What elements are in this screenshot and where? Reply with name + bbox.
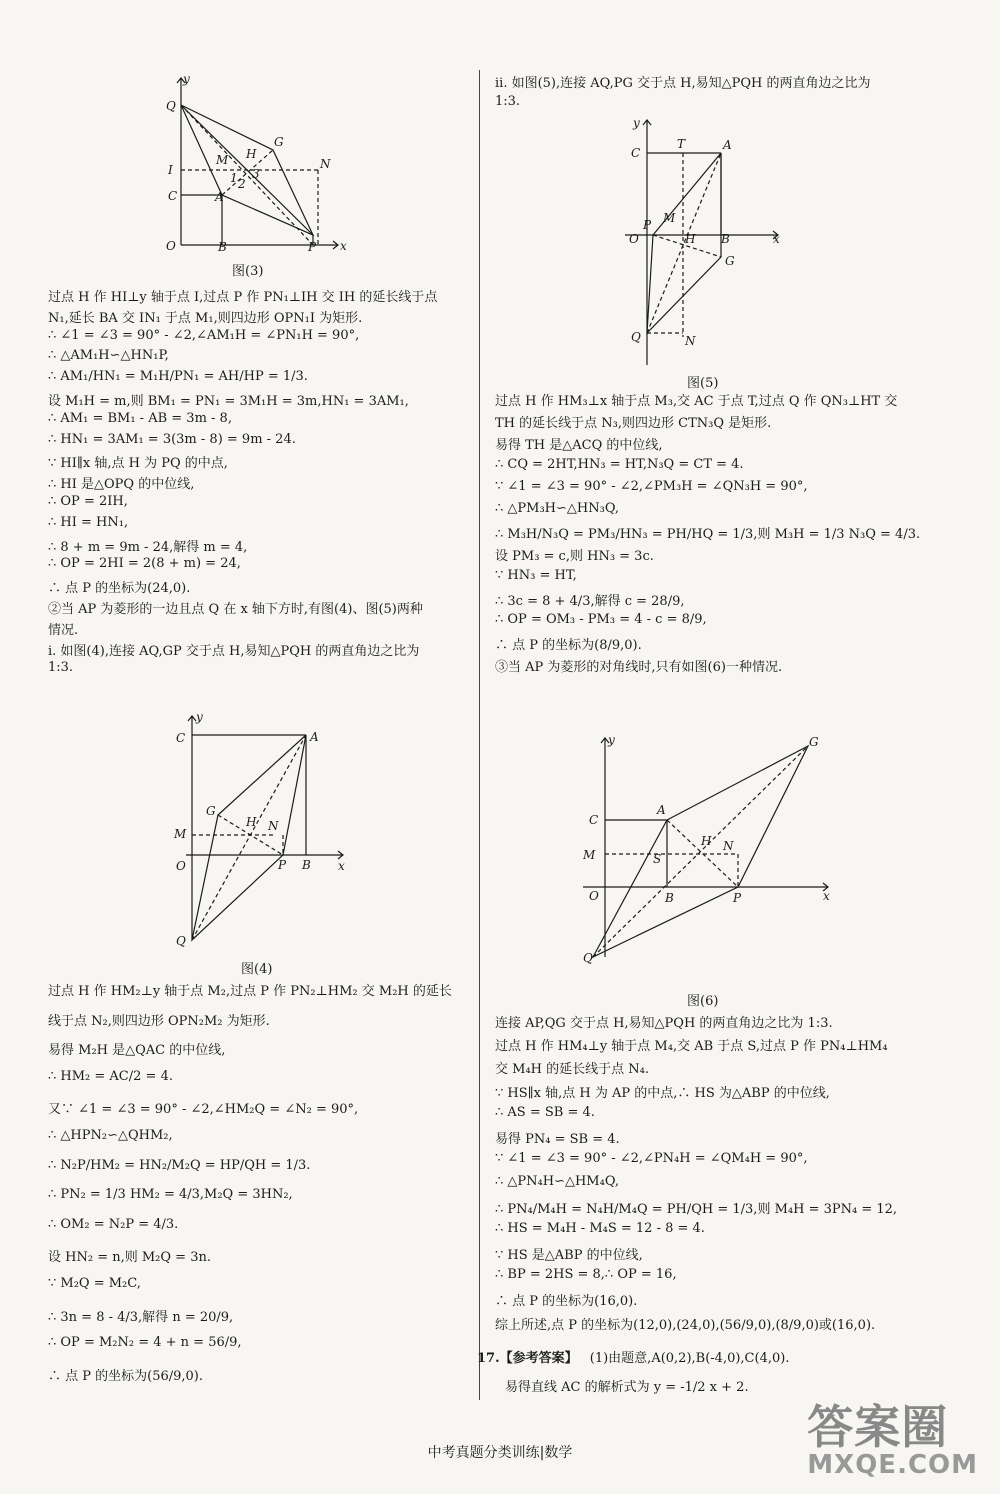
text-line: ∴ PN₂ = 1/3 HM₂ = 4/3,M₂Q = 3HN₂, (48, 1187, 293, 1203)
svg-text:A: A (723, 138, 732, 152)
svg-text:O: O (166, 239, 176, 253)
text-line: ②当 AP 为菱形的一边且点 Q 在 x 轴下方时,有图(4)、图(5)两种 (48, 602, 423, 617)
svg-text:P: P (278, 858, 287, 872)
text-line: 易得 M₂H 是△QAC 的中位线, (48, 1043, 226, 1059)
text-line: ∴ 3n = 8 - 4/3,解得 n = 20/9, (48, 1309, 234, 1325)
text-line: ∴ OP = 2IH, (48, 494, 128, 509)
text-line: ∵ HS∥x 轴,点 H 为 AP 的中点,∴ HS 为△ABP 的中位线, (495, 1085, 830, 1101)
figure-4 (168, 710, 403, 950)
svg-text:P: P (643, 218, 652, 232)
svg-text:G: G (206, 804, 216, 818)
text-line: N₁,延长 BA 交 IN₁ 于点 M₁,则四边形 OPN₁I 为矩形. (48, 310, 363, 326)
svg-text:C: C (176, 731, 186, 745)
svg-text:H: H (701, 834, 712, 848)
figure-3-caption: 图(3) (232, 264, 264, 279)
text-line: 过点 H 作 HI⊥y 轴于点 I,过点 P 作 PN₁⊥IH 交 IH 的延长线于点 (48, 290, 438, 305)
column-divider (479, 70, 480, 1400)
svg-text:O: O (629, 232, 639, 246)
text-line: 线于点 N₂,则四边形 OPN₂M₂ 为矩形. (48, 1013, 270, 1029)
text-line: ∵ M₂Q = M₂C, (48, 1276, 141, 1291)
svg-text:N: N (268, 819, 279, 833)
svg-text:S: S (653, 852, 662, 866)
svg-text:H: H (246, 147, 257, 161)
text-line: ∵ HN₃ = HT, (495, 567, 577, 583)
svg-text:G: G (725, 254, 735, 268)
svg-text:A: A (310, 730, 319, 744)
text-line: 过点 H 作 HM₄⊥y 轴于点 M₄,交 AB 于点 S,过点 P 作 PN₄⊥HM₄ (495, 1039, 888, 1055)
svg-text:M: M (663, 211, 676, 225)
figure-4-caption: 图(4) (241, 962, 273, 977)
text-line: ∴ 8 + m = 9m - 24,解得 m = 4, (48, 539, 248, 555)
watermark-top: 答案圈 (807, 1400, 949, 1454)
text-line: ∴ OP = 2HI = 2(8 + m) = 24, (48, 556, 241, 572)
text-line: ii. 如图(5),连接 AQ,PG 交于点 H,易知△PQH 的两直角边之比为 (495, 76, 871, 91)
svg-text:I: I (168, 163, 173, 177)
text-line: 情况. (48, 622, 79, 638)
text-line: ∴ HM₂ = AC/2 = 4. (48, 1068, 173, 1084)
svg-text:y: y (608, 733, 615, 747)
text-line: ∴ △HPN₂∽△QHM₂, (48, 1128, 173, 1143)
text-line: ∴ N₂P/HM₂ = HN₂/M₂Q = HP/QH = 1/3. (48, 1157, 311, 1173)
svg-text:Q: Q (583, 951, 593, 965)
watermark-logo (807, 1400, 978, 1480)
text-line: ∵ ∠1 = ∠3 = 90° - ∠2,∠PM₃H = ∠QN₃H = 90°, (495, 478, 808, 494)
text-line: ③当 AP 为菱形的对角线时,只有如图(6)一种情况. (495, 660, 783, 676)
text-line: ∴ 点 P 的坐标为(24,0). (48, 581, 191, 597)
svg-text:N: N (320, 157, 331, 171)
text-line: ∴ 点 P 的坐标为(56/9,0). (48, 1368, 204, 1384)
svg-text:P: P (733, 891, 742, 905)
text-line: ∴ OP = OM₃ - PM₃ = 4 - c = 8/9, (495, 612, 707, 627)
text-line: 设 PM₃ = c,则 HN₃ = 3c. (495, 549, 654, 565)
figure-5 (613, 115, 783, 370)
svg-text:P: P (308, 240, 317, 254)
svg-text:2: 2 (238, 177, 246, 191)
svg-text:y: y (196, 710, 203, 724)
text-line: ∴ AM₁ = BM₁ - AB = 3m - 8, (48, 410, 232, 426)
text-line: ∴ △PM₃H∽△HN₃Q, (495, 501, 619, 516)
svg-text:A: A (657, 803, 666, 817)
svg-text:M: M (174, 827, 187, 841)
text-line: ∴ HN₁ = 3AM₁ = 3(3m - 8) = 9m - 24. (48, 431, 296, 447)
text-line: 综上所述,点 P 的坐标为(12,0),(24,0),(56/9,0),(8/9,0)或(16,0). (495, 1317, 876, 1333)
page-footer: 中考真题分类训练|数学 (427, 1445, 573, 1461)
text-line: 连接 AP,QG 交于点 H,易知△PQH 的两直角边之比为 1:3. (495, 1016, 833, 1031)
svg-text:A: A (215, 190, 224, 204)
svg-text:Q: Q (631, 330, 641, 344)
text-line: ∴ 3c = 8 + 4/3,解得 c = 28/9, (495, 593, 685, 609)
svg-text:B: B (218, 240, 227, 254)
svg-text:3: 3 (252, 167, 260, 181)
text-line: 1:3. (495, 94, 521, 109)
text-line: ∴ PN₄/M₄H = N₄H/M₄Q = PH/QH = 1/3,则 M₄H = 3PN₄ = 12, (495, 1201, 898, 1217)
text-line: ∴ ∠1 = ∠3 = 90° - ∠2,∠AM₁H = ∠PN₁H = 90°, (48, 327, 360, 343)
text-line: ∴ 点 P 的坐标为(8/9,0). (495, 638, 642, 654)
svg-text:Q: Q (176, 934, 186, 948)
svg-text:x: x (773, 232, 780, 246)
figure-5-caption: 图(5) (687, 376, 719, 391)
text-line: 设 HN₂ = n,则 M₂Q = 3n. (48, 1250, 211, 1266)
text-line: ∴ △AM₁H∽△HN₁P, (48, 348, 169, 364)
svg-text:M: M (216, 153, 229, 167)
svg-text:x: x (823, 889, 830, 903)
figure-3 (158, 70, 398, 255)
text-line: ∵ HI∥x 轴,点 H 为 PQ 的中点, (48, 456, 228, 472)
text-line: 过点 H 作 HM₂⊥y 轴于点 M₂,过点 P 作 PN₂⊥HM₂ 交 M₂H 的延长 (48, 984, 452, 999)
question-17-line2: 易得直线 AC 的解析式为 y = -1/2 x + 2. (505, 1380, 749, 1395)
svg-text:y: y (633, 116, 640, 130)
text-line: ∴ HS = M₄H - M₄S = 12 - 8 = 4. (495, 1220, 705, 1236)
text-line: ∴ CQ = 2HT,HN₃ = HT,N₃Q = CT = 4. (495, 456, 744, 472)
text-line: ∵ HS 是△ABP 的中位线, (495, 1248, 643, 1263)
text-line: 过点 H 作 HM₃⊥x 轴于点 M₃,交 AC 于点 T,过点 Q 作 QN₃⊥HT 交 (495, 394, 898, 409)
svg-text:1: 1 (230, 171, 238, 185)
svg-text:B: B (665, 891, 674, 905)
text-line: i. 如图(4),连接 AQ,GP 交于点 H,易知△PQH 的两直角边之比为 (48, 643, 420, 659)
svg-text:N: N (723, 839, 734, 853)
text-line: ∴ AS = SB = 4. (495, 1104, 595, 1120)
text-line: ∴ OM₂ = N₂P = 4/3. (48, 1216, 179, 1232)
svg-text:H: H (685, 232, 696, 246)
figure-6 (583, 732, 838, 967)
text-line: ∴ 点 P 的坐标为(16,0). (495, 1294, 638, 1310)
svg-text:C: C (589, 813, 599, 827)
svg-text:O: O (176, 859, 186, 873)
svg-text:G: G (809, 735, 819, 749)
svg-text:O: O (589, 889, 599, 903)
question-17-label: 17.【参考答案】 (477, 1351, 578, 1366)
text-line: ∴ M₃H/N₃Q = PM₃/HN₃ = PH/HQ = 1/3,则 M₃H = 1/3 N₃Q = 4/3. (495, 527, 921, 543)
svg-text:Q: Q (166, 99, 176, 113)
svg-text:C: C (631, 146, 641, 160)
svg-text:N: N (685, 334, 696, 348)
svg-text:T: T (677, 137, 686, 151)
question-17-block (477, 1347, 789, 1366)
svg-text:B: B (721, 232, 730, 246)
svg-text:y: y (183, 72, 190, 86)
text-line: ∴ HI = HN₁, (48, 514, 129, 530)
svg-text:H: H (246, 815, 257, 829)
svg-text:x: x (338, 859, 345, 873)
text-line: ∴ HI 是△OPQ 的中位线, (48, 477, 195, 493)
watermark-bottom: MXQE.COM (807, 1450, 978, 1480)
text-line: ∵ ∠1 = ∠3 = 90° - ∠2,∠PN₄H = ∠QM₄H = 90°, (495, 1151, 808, 1167)
question-17-line1: (1)由题意,A(0,2),B(-4,0),C(4,0). (589, 1351, 790, 1366)
svg-text:G: G (274, 135, 284, 149)
figure-6-caption: 图(6) (687, 994, 719, 1009)
text-line: 易得 TH 是△ACQ 的中位线, (495, 438, 663, 454)
text-line: ∴ AM₁/HN₁ = M₁H/PN₁ = AH/HP = 1/3. (48, 369, 308, 385)
text-line: 又∵ ∠1 = ∠3 = 90° - ∠2,∠HM₂Q = ∠N₂ = 90°, (48, 1102, 359, 1118)
svg-text:C: C (168, 189, 178, 203)
text-line: 交 M₄H 的延长线于点 N₄. (495, 1062, 649, 1078)
svg-text:M: M (583, 848, 596, 862)
text-line: ∴ △PN₄H∽△HM₄Q, (495, 1174, 619, 1190)
text-line: 设 M₁H = m,则 BM₁ = PN₁ = 3M₁H = 3m,HN₁ = 3AM₁, (48, 394, 409, 409)
text-line: 1:3. (48, 660, 74, 676)
text-line: ∴ OP = M₂N₂ = 4 + n = 56/9, (48, 1335, 242, 1351)
text-line: ∴ BP = 2HS = 8,∴ OP = 16, (495, 1267, 677, 1283)
text-line: 易得 PN₄ = SB = 4. (495, 1132, 620, 1147)
svg-text:x: x (340, 239, 347, 253)
text-line: TH 的延长线于点 N₃,则四边形 CTN₃Q 是矩形. (495, 416, 772, 432)
svg-text:B: B (302, 858, 311, 872)
